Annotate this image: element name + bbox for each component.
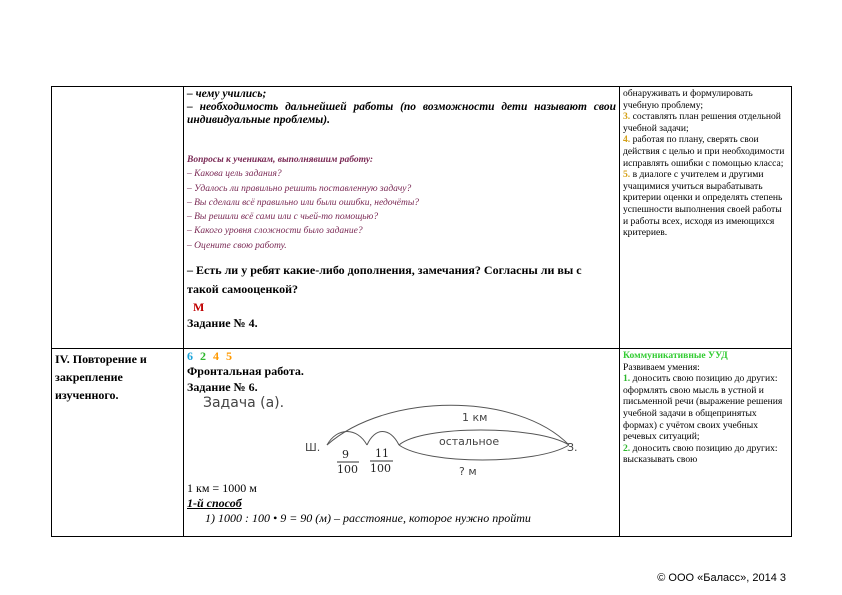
rest-label: остальное <box>439 435 500 448</box>
stage-cell <box>52 349 184 537</box>
level-number: 5 <box>226 349 233 363</box>
level-numbers <box>187 350 616 363</box>
question-item: – Какова цель задания? <box>187 169 282 180</box>
diagram-drawing <box>187 397 607 479</box>
question-item: – Вы решили всё сами или с чьей-то помощью? <box>187 212 379 223</box>
unit-conversion: 1 км = 1000 м <box>187 481 257 495</box>
frontal-work: Фронтальная работа. <box>187 364 304 378</box>
question-item: – Вы сделали всё правильно или были ошибки, недочёты? <box>187 197 420 208</box>
skills-cell <box>620 87 792 349</box>
question-item: – Какого уровня сложности было задание? <box>187 226 363 237</box>
fraction-numerator: 11 <box>375 447 389 460</box>
fraction-denominator: 100 <box>337 463 358 476</box>
skill-item: 4. работая по плану, сверять свои действия с целью и при необходимости исправлять ошибки с помощью класса; <box>623 134 785 169</box>
level-number: 2 <box>200 349 207 363</box>
skill-item: 1. доносить свою позицию до других: оформлять свою мысль в устной и письменной речи (выражение решения учебной задачи в общепринятых формах) с учётом своих учебных речевых ситуаций; <box>623 373 783 443</box>
skill-item: 2. доносить свою позицию до других: высказывать свою <box>623 442 778 466</box>
question-item: – Оцените свою работу. <box>187 240 287 251</box>
table-row <box>52 349 792 537</box>
skill-item: 5. в диалоге с учителем и другими учащимися учиться вырабатывать критерии оценки и определять степень успешности выполнения своей работы и работы всех, исходя из имеющихся критериев. <box>623 169 783 239</box>
total-label: 1 км <box>462 411 488 424</box>
level-mark: М <box>193 300 205 315</box>
stage-title: IV. Повторение и закрепление изученного. <box>55 352 147 402</box>
uud-heading: Коммуникативные УУД <box>623 350 728 361</box>
page-footer: © ООО «Баласс», 2014 3 <box>657 572 786 584</box>
further-work-line: – необходимость дальнейшей работы (по возможности дети называют свои индивидуальные проблемы). <box>187 101 616 126</box>
table-row <box>52 87 792 349</box>
start-label: Ш. <box>305 441 321 454</box>
level-number: 6 <box>187 349 194 363</box>
fraction-numerator: 9 <box>342 448 349 461</box>
part2-arc <box>367 432 399 446</box>
class-question: – Есть ли у ребят какие-либо дополнения, замечания? Согласны ли вы с такой самооценкой? <box>187 263 582 297</box>
task-diagram <box>187 397 616 479</box>
student-questions <box>187 153 616 253</box>
question-item: – Удалось ли правильно решить поставленную задачу? <box>187 183 412 194</box>
solution-step: 1) 1000 : 100 • 9 = 90 (м) – расстояние, которое нужно пройти <box>205 511 531 525</box>
task-label: Задание № 4. <box>187 316 258 331</box>
diagram-title: Задача (а). <box>203 395 285 411</box>
skill-text: обнаруживать и формулировать учебную проблему; <box>623 88 753 111</box>
stage-cell-empty <box>52 87 184 349</box>
fraction-denominator: 100 <box>370 462 391 475</box>
method-title: 1-й способ <box>187 496 242 510</box>
skills-cell <box>620 349 792 537</box>
learned-line: – чему учились; <box>187 88 267 100</box>
activity-cell <box>184 349 620 537</box>
task-label: Задание № 6. <box>187 380 258 394</box>
questions-heading: Вопросы к ученикам, выполнявшим работу: <box>187 155 374 165</box>
lesson-table <box>51 86 792 537</box>
level-number: 4 <box>213 349 220 363</box>
skill-item: 3. составлять план решения отдельной учебной задачи; <box>623 111 781 134</box>
part1-arc <box>327 432 367 446</box>
end-label: З. <box>567 441 578 454</box>
develop-label: Развиваем умения: <box>623 361 700 373</box>
activity-cell <box>184 87 620 349</box>
unknown-label: ? м <box>459 465 477 478</box>
